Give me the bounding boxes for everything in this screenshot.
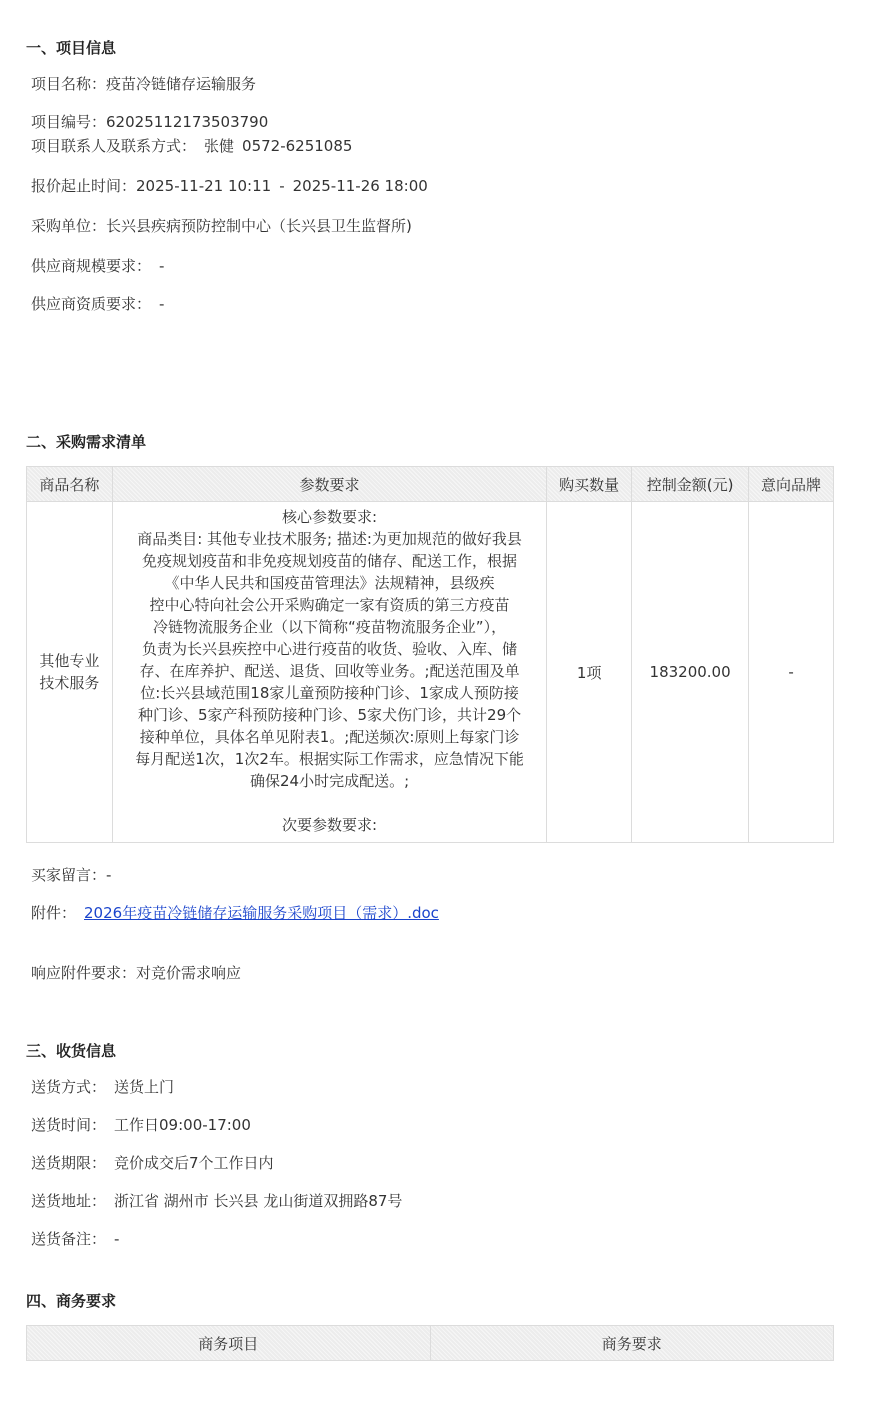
header-quantity: 购买数量 — [547, 467, 632, 502]
cell-quantity: 1项 — [547, 502, 632, 843]
param-line: 种门诊、5家产科预防接种门诊、5家犬伤门诊，共计29个 — [137, 706, 522, 724]
delivery-remark-value: - — [114, 1230, 120, 1248]
quote-start: 2025-11-21 10:11 — [136, 177, 272, 195]
supplier-qualification-value: - — [159, 295, 165, 313]
delivery-time-label: 送货时间： — [31, 1116, 107, 1134]
cell-brand: - — [749, 502, 834, 843]
buyer-message-value: - — [106, 866, 112, 884]
project-name-value: 疫苗冷链储存运输服务 — [106, 75, 257, 93]
param-line: 核心参数要求: — [282, 508, 378, 526]
buyer-message-label: 买家留言： — [31, 866, 107, 884]
param-line: 《中华人民共和国疫苗管理法》法规精神，县级疾 — [164, 574, 495, 592]
product-name-line: 技术服务 — [39, 674, 100, 692]
delivery-method-value: 送货上门 — [114, 1078, 175, 1096]
param-line: 确保24小时完成配送。; — [249, 772, 410, 790]
section-title-business-requirements: 四、商务要求 — [26, 1292, 117, 1310]
project-no-value: 62025112173503790 — [106, 113, 269, 131]
header-parameters: 参数要求 — [112, 467, 546, 502]
quote-end: 2025-11-26 18:00 — [292, 177, 428, 195]
param-line: 存、在库养护、配送、退货、回收等业务。;配送范围及单 — [139, 662, 520, 680]
attachment-row — [31, 903, 439, 923]
cell-parameters — [112, 502, 546, 843]
param-line: 每月配送1次，1次2车。根据实际工作需求，应急情况下能 — [135, 750, 524, 768]
param-line: 免疫规划疫苗和非免疫规划疫苗的储存、配送工作，根据 — [142, 552, 518, 570]
supplier-scale-row — [31, 256, 164, 276]
quote-time-row — [31, 176, 428, 196]
delivery-period-row — [31, 1153, 274, 1173]
param-line: 负责为长兴县疾控中心进行疫苗的收货、验收、入库、储 — [142, 640, 518, 658]
supplier-scale-label: 供应商规模要求： — [31, 257, 152, 275]
delivery-time-row — [31, 1115, 251, 1135]
response-requirement-label: 响应附件要求： — [31, 964, 137, 982]
delivery-remark-row — [31, 1229, 119, 1249]
quote-time-label: 报价起止时间： — [31, 177, 137, 195]
delivery-time-value: 工作日09:00-17:00 — [114, 1116, 251, 1134]
param-line: 接种单位，具体名单见附表1。;配送频次:原则上每家门诊 — [139, 728, 520, 746]
header-business-requirement: 商务要求 — [430, 1326, 834, 1361]
cell-product-name — [27, 502, 113, 843]
section-title-purchase-list: 二、采购需求清单 — [26, 433, 147, 451]
delivery-method-label: 送货方式： — [31, 1078, 107, 1096]
table-header-row — [27, 1326, 834, 1361]
supplier-qualification-label: 供应商资质要求： — [31, 295, 152, 313]
business-requirements-table — [26, 1325, 834, 1361]
project-no-label: 项目编号： — [31, 113, 107, 131]
delivery-method-row — [31, 1077, 174, 1097]
contact-label: 项目联系人及联系方式： — [31, 137, 197, 155]
param-line: 商品类目: 其他专业技术服务; 描述:为更加规范的做好我县 — [137, 530, 522, 548]
attachment-link[interactable]: 2026年疫苗冷链储存运输服务采购项目（需求）.doc — [84, 904, 439, 922]
contact-phone: 0572-6251085 — [242, 137, 353, 155]
purchase-requirements-table — [26, 466, 834, 843]
purchaser-value: 长兴县疾病预防控制中心（长兴县卫生监督所) — [106, 217, 412, 235]
header-brand: 意向品牌 — [749, 467, 834, 502]
attachment-label: 附件： — [31, 904, 77, 922]
delivery-address-value: 浙江省 湖州市 长兴县 龙山街道双拥路87号 — [114, 1192, 403, 1210]
delivery-period-label: 送货期限： — [31, 1154, 107, 1172]
supplier-qualification-row — [31, 294, 164, 314]
header-product-name: 商品名称 — [27, 467, 113, 502]
purchaser-row — [31, 216, 412, 236]
project-name-row — [31, 74, 256, 94]
response-requirement-value: 对竞价需求响应 — [136, 964, 242, 982]
supplier-scale-value: - — [159, 257, 165, 275]
quote-sep: - — [279, 177, 285, 195]
header-business-item: 商务项目 — [27, 1326, 431, 1361]
contact-name: 张健 — [204, 137, 235, 155]
purchaser-label: 采购单位： — [31, 217, 107, 235]
response-requirement-row — [31, 963, 241, 983]
table-row — [27, 502, 834, 843]
contact-row — [31, 136, 352, 156]
param-line: 次要参数要求: — [282, 816, 378, 834]
param-line — [121, 792, 538, 814]
delivery-remark-label: 送货备注： — [31, 1230, 107, 1248]
cell-control-amount: 183200.00 — [632, 502, 749, 843]
table-header-row — [27, 467, 834, 502]
section-title-project-info: 一、项目信息 — [26, 39, 117, 57]
section-title-delivery-info: 三、收货信息 — [26, 1042, 117, 1060]
delivery-period-value: 竞价成交后7个工作日内 — [114, 1154, 274, 1172]
delivery-address-label: 送货地址： — [31, 1192, 107, 1210]
buyer-message-row — [31, 865, 111, 885]
param-line: 位:长兴县域范围18家儿童预防接种门诊、1家成人预防接 — [140, 684, 519, 702]
header-control-amount: 控制金额(元) — [632, 467, 749, 502]
param-line: 控中心特向社会公开采购确定一家有资质的第三方疫苗 — [149, 596, 510, 614]
product-name-line: 其他专业 — [39, 652, 100, 670]
delivery-address-row — [31, 1191, 402, 1211]
project-no-row — [31, 112, 268, 132]
param-line: 冷链物流服务企业（以下简称“疫苗物流服务企业”）， — [153, 618, 507, 636]
project-name-label: 项目名称： — [31, 75, 107, 93]
